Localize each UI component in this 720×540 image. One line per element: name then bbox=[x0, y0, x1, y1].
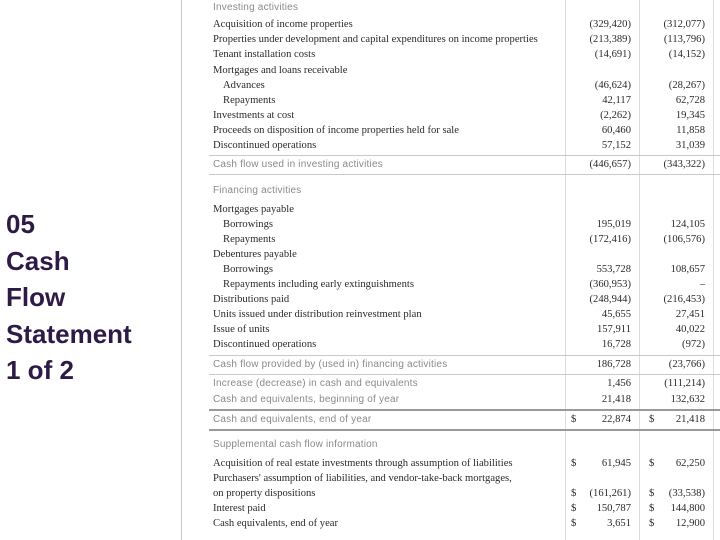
table-row bbox=[181, 232, 720, 247]
value-prior: 31,039 bbox=[675, 140, 705, 151]
table-row bbox=[181, 486, 720, 501]
beginning-row bbox=[181, 392, 720, 407]
investing-total-row bbox=[181, 157, 720, 172]
value-current: (446,657) bbox=[589, 159, 631, 170]
row-label: Repayments including early extinguishments bbox=[223, 279, 414, 290]
row-label: Cash flow provided by (used in) financing activities bbox=[213, 359, 448, 370]
row-label: Advances bbox=[223, 80, 265, 91]
table-row bbox=[181, 78, 720, 93]
row-label: Proceeds on disposition of income properties held for sale bbox=[213, 125, 459, 136]
value-prior: 40,022 bbox=[675, 324, 705, 335]
dollar-sign: $ bbox=[571, 518, 577, 529]
row-label: Investments at cost bbox=[213, 110, 295, 121]
value-current: (2,262) bbox=[600, 110, 631, 121]
value-current: 61,945 bbox=[601, 458, 631, 469]
row-label: Distributions paid bbox=[213, 294, 290, 305]
value-prior: 11,858 bbox=[676, 125, 705, 136]
divider bbox=[209, 155, 720, 156]
value-current: (14,691) bbox=[594, 49, 631, 60]
slide-title bbox=[6, 206, 176, 389]
dollar-sign: $ bbox=[571, 458, 577, 469]
table-row bbox=[181, 202, 720, 217]
dollar-sign: $ bbox=[571, 503, 577, 514]
increase-row bbox=[181, 376, 720, 391]
row-label: Debentures payable bbox=[213, 249, 297, 260]
value-current: 186,728 bbox=[596, 359, 631, 370]
table-row bbox=[181, 123, 720, 138]
value-prior: (14,152) bbox=[668, 49, 705, 60]
value-current: 553,728 bbox=[596, 264, 631, 275]
section-header: Supplemental cash flow information bbox=[213, 439, 378, 450]
dollar-sign: $ bbox=[649, 414, 655, 425]
table-row bbox=[181, 138, 720, 153]
value-prior: 108,657 bbox=[670, 264, 705, 275]
value-prior: (33,538) bbox=[668, 488, 705, 499]
value-prior: 62,728 bbox=[675, 95, 705, 106]
row-label: Tenant installation costs bbox=[213, 49, 316, 60]
value-prior: (113,796) bbox=[663, 34, 705, 45]
table-row bbox=[181, 63, 720, 78]
divider bbox=[209, 174, 720, 175]
table-row bbox=[181, 456, 720, 471]
dollar-sign: $ bbox=[571, 488, 577, 499]
dollar-sign: $ bbox=[649, 518, 655, 529]
table-row bbox=[181, 471, 720, 486]
section-header: Financing activities bbox=[213, 185, 302, 196]
row-label: Units issued under distribution reinvestment plan bbox=[213, 309, 422, 320]
value-prior: (216,453) bbox=[663, 294, 705, 305]
row-label: Increase (decrease) in cash and equivalents bbox=[213, 378, 418, 389]
row-label: Purchasers' assumption of liabilities, and vendor-take-back mortgages, bbox=[213, 473, 512, 484]
row-label: Issue of units bbox=[213, 324, 270, 335]
title-line: 05 bbox=[6, 209, 35, 239]
table-row bbox=[181, 17, 720, 32]
title-line: Flow bbox=[6, 282, 66, 312]
dollar-sign: $ bbox=[649, 503, 655, 514]
table-row bbox=[181, 277, 720, 292]
value-current: (248,944) bbox=[589, 294, 631, 305]
value-prior: 27,451 bbox=[675, 309, 705, 320]
row-label: Borrowings bbox=[223, 264, 274, 275]
row-label: Cash and equivalents, end of year bbox=[213, 414, 372, 425]
value-prior: (111,214) bbox=[664, 378, 705, 389]
table-row bbox=[181, 307, 720, 322]
row-label: Cash equivalents, end of year bbox=[213, 518, 339, 529]
value-current: 1,456 bbox=[607, 378, 631, 389]
table-row bbox=[181, 108, 720, 123]
dollar-sign: $ bbox=[649, 458, 655, 469]
table-row bbox=[181, 32, 720, 47]
value-current: 21,418 bbox=[601, 394, 631, 405]
row-label: Discontinued operations bbox=[213, 339, 317, 350]
dollar-sign: $ bbox=[649, 488, 655, 499]
value-current: 22,874 bbox=[601, 414, 631, 425]
value-prior: (972) bbox=[682, 339, 705, 350]
value-prior: (343,322) bbox=[663, 159, 705, 170]
row-label: Discontinued operations bbox=[213, 140, 317, 151]
value-current: (172,416) bbox=[589, 234, 631, 245]
divider bbox=[209, 374, 720, 375]
value-prior: (28,267) bbox=[668, 80, 705, 91]
table-row bbox=[181, 217, 720, 232]
value-prior: 62,250 bbox=[675, 458, 705, 469]
value-prior: 132,632 bbox=[670, 394, 705, 405]
table-row bbox=[181, 93, 720, 108]
value-current: (360,953) bbox=[589, 279, 631, 290]
value-current: (46,624) bbox=[594, 80, 631, 91]
row-label: Repayments bbox=[223, 234, 276, 245]
value-prior: 19,345 bbox=[675, 110, 705, 121]
value-current: (161,261) bbox=[589, 488, 631, 499]
end-of-year-row bbox=[181, 412, 720, 427]
row-label: Acquisition of real estate investments through assumption of liabilities bbox=[213, 458, 513, 469]
row-label: Cash and equivalents, beginning of year bbox=[213, 394, 400, 405]
divider bbox=[209, 409, 720, 411]
table-row bbox=[181, 337, 720, 352]
table-row bbox=[181, 501, 720, 516]
value-current: 42,117 bbox=[602, 95, 631, 106]
row-label: Mortgages and loans receivable bbox=[213, 65, 348, 76]
supplemental-header-row bbox=[181, 437, 720, 452]
title-line: Statement bbox=[6, 318, 132, 349]
value-current: (213,389) bbox=[589, 34, 631, 45]
table-row bbox=[181, 322, 720, 337]
dollar-sign: $ bbox=[571, 414, 577, 425]
financing-total-row bbox=[181, 357, 720, 372]
value-prior: 21,418 bbox=[675, 414, 705, 425]
row-label: Acquisition of income properties bbox=[213, 19, 353, 30]
table-row bbox=[181, 516, 720, 531]
value-current: 45,655 bbox=[601, 309, 631, 320]
cash-flow-document bbox=[181, 0, 720, 540]
value-current: 195,019 bbox=[596, 219, 631, 230]
value-current: 150,787 bbox=[596, 503, 631, 514]
title-line: 1 of 2 bbox=[6, 355, 74, 385]
value-prior: 12,900 bbox=[675, 518, 705, 529]
title-line: Cash bbox=[6, 245, 70, 276]
row-label: Repayments bbox=[223, 95, 276, 106]
row-label: Mortgages payable bbox=[213, 204, 294, 215]
table-row bbox=[181, 262, 720, 277]
value-current: 157,911 bbox=[596, 324, 631, 335]
value-prior: (106,576) bbox=[663, 234, 705, 245]
table-row bbox=[181, 292, 720, 307]
investing-header-row bbox=[181, 0, 720, 15]
section-header: Investing activities bbox=[213, 2, 299, 13]
divider bbox=[209, 429, 720, 431]
row-label: Borrowings bbox=[223, 219, 274, 230]
value-prior: (23,766) bbox=[668, 359, 705, 370]
value-prior: 124,105 bbox=[670, 219, 705, 230]
table-row bbox=[181, 47, 720, 62]
value-prior: 144,800 bbox=[670, 503, 705, 514]
value-current: (329,420) bbox=[589, 19, 631, 30]
row-label: Interest paid bbox=[213, 503, 266, 514]
value-current: 16,728 bbox=[601, 339, 631, 350]
row-label: Properties under development and capital expenditures on income properties bbox=[213, 34, 538, 45]
value-prior: – bbox=[699, 279, 705, 290]
financing-header-row bbox=[181, 183, 720, 198]
value-prior: (312,077) bbox=[663, 19, 705, 30]
value-current: 57,152 bbox=[601, 140, 631, 151]
table-row bbox=[181, 247, 720, 262]
divider bbox=[209, 355, 720, 356]
row-label: Cash flow used in investing activities bbox=[213, 159, 383, 170]
value-current: 3,651 bbox=[607, 518, 631, 529]
row-label: on property dispositions bbox=[213, 488, 316, 499]
value-current: 60,460 bbox=[601, 125, 631, 136]
